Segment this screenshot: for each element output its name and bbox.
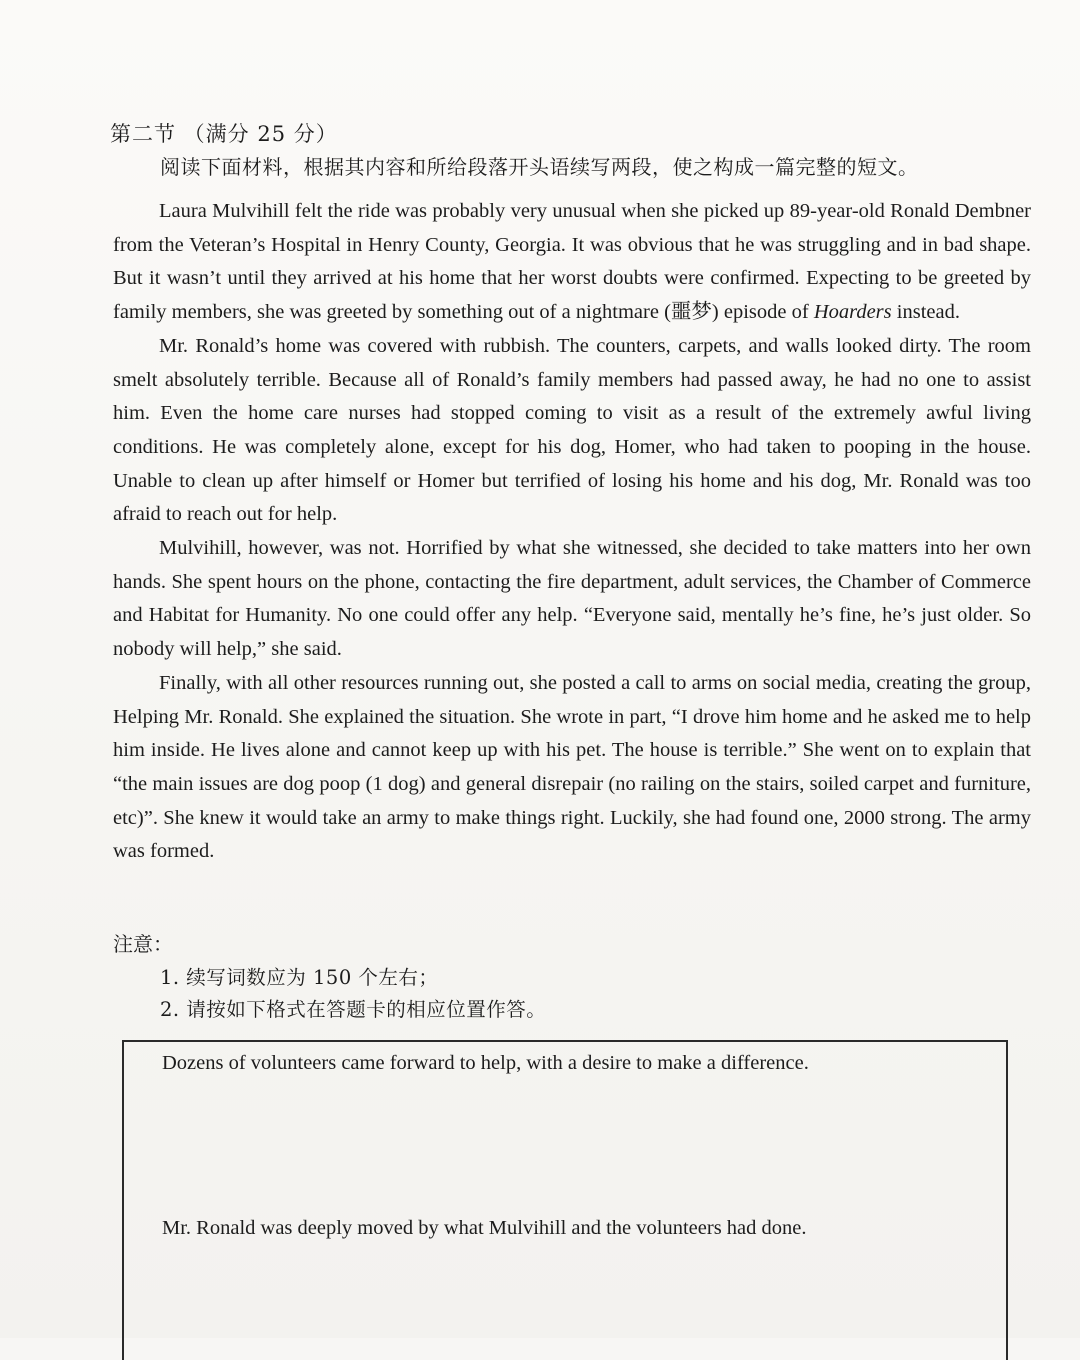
note-item-word-count: 1. 续写词数应为 150 个左右；: [160, 966, 439, 989]
passage-paragraph-1: [113, 195, 1031, 330]
passage-paragraph-4: Finally, with all other resources running out, she posted a call to arms on social media, creating the group, Helping Mr. Ronald. She explained the situation. She wrote in part, “I drove him home and he asked me to help him inside. He lives alone and cannot keep up with his pet. The house is terrible.” She went on to explain that “the main issues are dog poop (1 dog) and general disrepair (no railing on the stairs, soiled carpet and furniture, etc)”. She knew it would take an army to make things right. Luckily, she had found one, 2000 strong. The army was formed.: [113, 671, 1031, 863]
passage-paragraph-3: Mulvihill, however, was not. Horrified by what she witnessed, she decided to take matters into her own hands. She spent hours on the phone, contacting the fire department, adult services, the Chamber of Commerce and Habitat for Humanity. No one could offer any help. “Everyone said, mentally he’s fine, he’s just older. So nobody will help,” she said.: [113, 537, 1031, 661]
reading-passage: [113, 195, 1031, 869]
continuation-prompt-1: Dozens of volunteers came forward to help, with a desire to make a difference.: [162, 1052, 809, 1074]
instruction-text: 阅读下面材料，根据其内容和所给段落开头语续写两段，使之构成一篇完整的短文。: [160, 155, 919, 179]
notes-list: [160, 962, 546, 1026]
section-title: 第二节 （满分 25 分）: [110, 122, 338, 146]
answer-box: [122, 1040, 1008, 1360]
paragraph-1-text: Laura Mulvihill felt the ride was probably very unusual when she picked up 89-year-old Ronald Dembner from the Veteran’s Hospital in Henry County, Georgia. It was obvious that he was struggling and in bad shape. But it wasn’t until they arrived at his home that her worst doubts were confirmed. Expecting to be greeted by family members, she was greeted by something out of a nightmare (噩梦) episode of: [113, 200, 1031, 324]
continuation-prompt-2: Mr. Ronald was deeply moved by what Mulvihill and the volunteers had done.: [162, 1217, 807, 1239]
paragraph-1-tail: instead.: [891, 301, 960, 324]
passage-paragraph-2: Mr. Ronald’s home was covered with rubbish. The counters, carpets, and walls looked dirty. The room smelt absolutely terrible. Because all of Ronald’s family members had passed away, he had no one to assist him. Even the home care nurses had stopped coming to visit as a result of the extremely awful living conditions. He was completely alone, except for his dog, Homer, who had taken to pooping in the house. Unable to clean up after himself or Homer but terrified of losing his home and his dog, Mr. Ronald was too afraid to reach out for help.: [113, 334, 1031, 526]
notes-title: 注意：: [113, 932, 173, 956]
note-item-answer-format: 2. 请按如下格式在答题卡的相应位置作答。: [160, 998, 547, 1021]
show-title-hoarders: Hoarders: [813, 301, 892, 324]
